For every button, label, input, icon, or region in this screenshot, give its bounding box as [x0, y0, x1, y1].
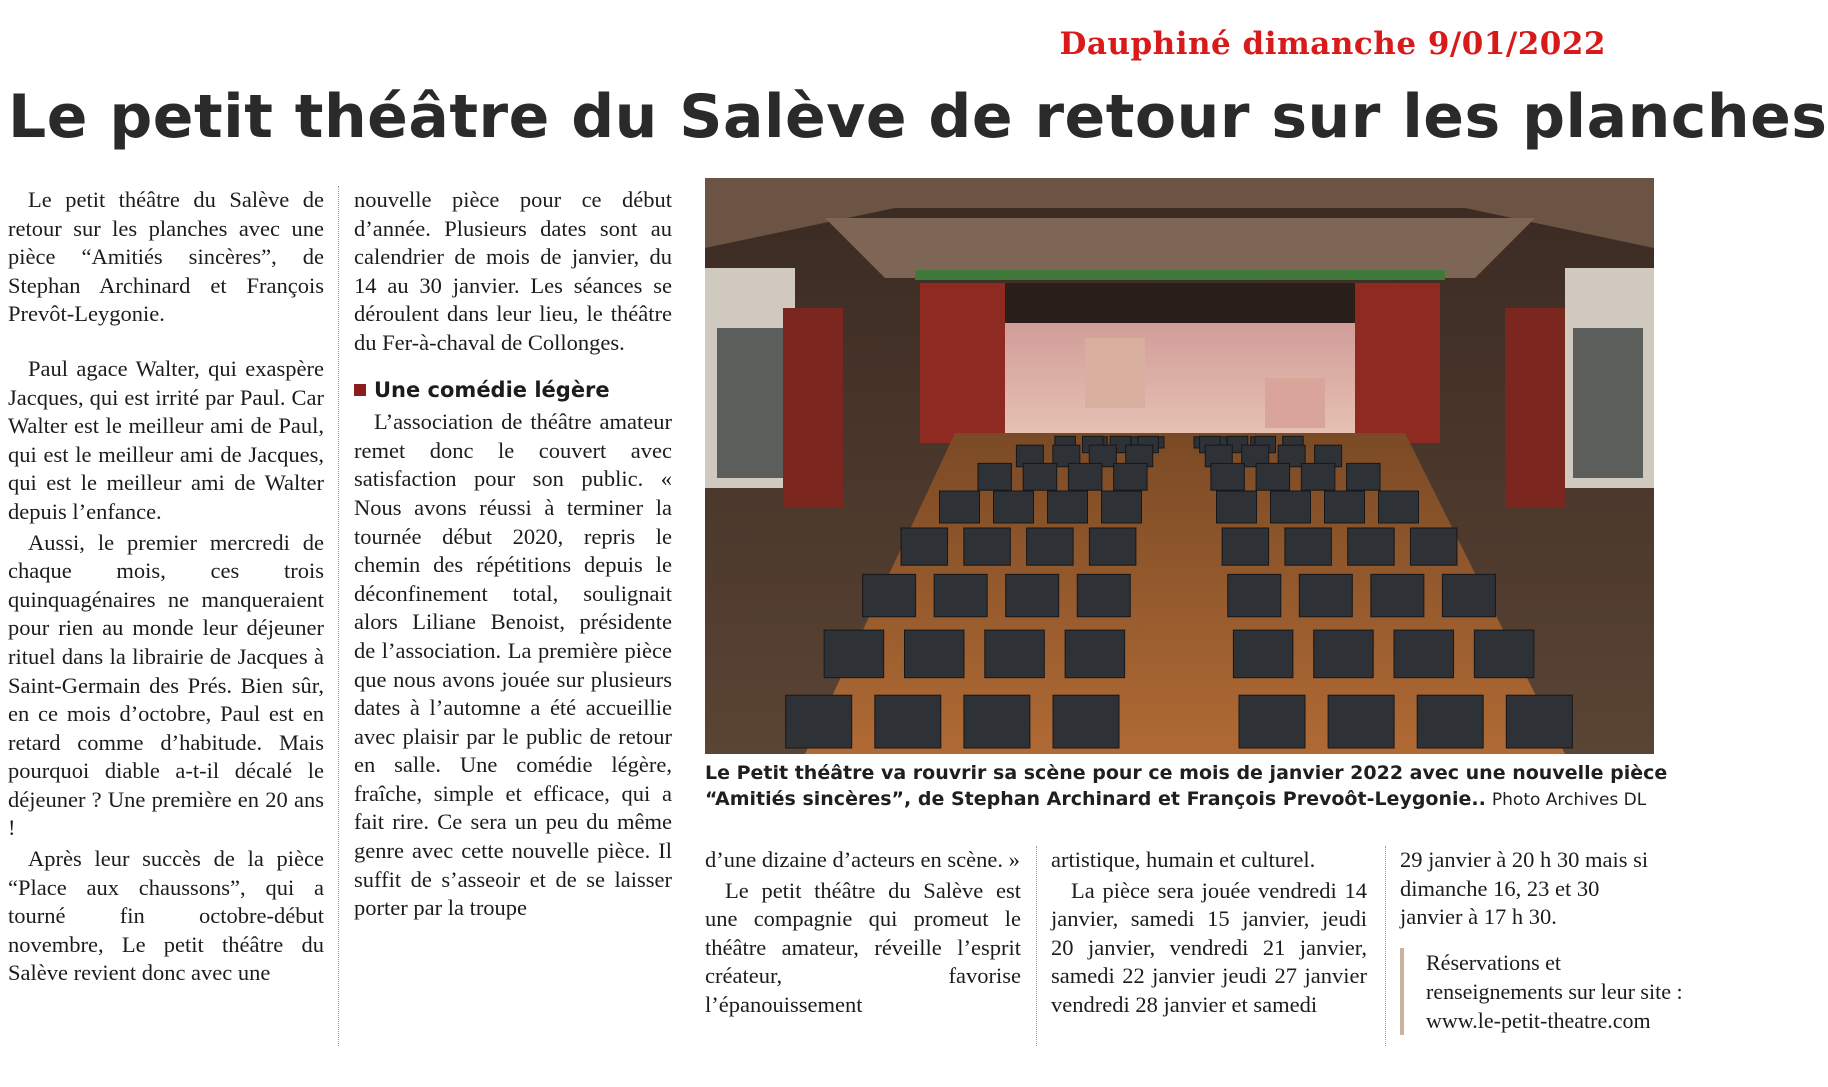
chair: [863, 574, 916, 616]
chair: [1089, 528, 1136, 565]
chair: [1114, 463, 1148, 490]
chair: [964, 528, 1011, 565]
chair: [1233, 630, 1293, 678]
paragraph: Le petit théâtre du Salève est une compagnie qui promeut le théâtre amateur, réveille l’esprit créateur, favorise l’épanouissement: [705, 877, 1021, 1017]
chair: [1328, 695, 1394, 748]
column-divider: [1385, 846, 1386, 1046]
chair: [1102, 491, 1142, 523]
chair: [1442, 574, 1495, 616]
subheading: [354, 376, 672, 405]
column-5: [1400, 846, 1660, 932]
photo-credit: Photo Archives DL: [1491, 790, 1647, 810]
chair: [1394, 630, 1454, 678]
chair: [1027, 528, 1074, 565]
chair: [1211, 463, 1245, 490]
paragraph: d’une dizaine d’acteurs en scène. »: [705, 847, 1020, 872]
paragraph: artistique, humain et culturel.: [1051, 847, 1316, 872]
chair: [964, 695, 1030, 748]
bullet-square-icon: [354, 384, 366, 396]
column-divider: [338, 186, 339, 1046]
column-2: [354, 186, 672, 923]
paragraph: nouvelle pièce pour ce début d’année. Plusieurs dates sont au calendrier de mois de janvier, du 14 au 30 janvier. Les séances se déroulent dans leur lieu, le théâtre du Fer-à-chaval de Collonges.: [354, 187, 672, 355]
paragraph: Le petit théâtre du Salève de retour sur les planches avec une pièce “Amitiés sincères”, de Stephan Archinard et François Prevôt-Leygonie.: [8, 187, 324, 327]
paragraph: Paul agace Walter, qui exaspère Jacques, qui est irrité par Paul. Car Walter est le meilleur ami de Paul, qui est le meilleur ami de Jacques, qui est le meilleur ami de Walter depuis l’enfance.: [8, 355, 324, 524]
chair: [904, 630, 964, 678]
chair: [1347, 463, 1381, 490]
chair: [985, 630, 1045, 678]
chair: [1053, 695, 1119, 748]
chair: [1314, 630, 1374, 678]
chair: [1271, 491, 1311, 523]
source-line: Dauphiné dimanche 9/01/2022: [1059, 26, 1606, 62]
chair: [1256, 463, 1290, 490]
chair: [1285, 528, 1332, 565]
chair: [786, 695, 852, 748]
chair: [1371, 574, 1424, 616]
chair: [994, 491, 1034, 523]
chair: [1299, 574, 1352, 616]
reservations-box: Réservations et renseignements sur leur site : www.le-petit-theatre.com: [1400, 948, 1686, 1035]
theatre-photo-illustration: [705, 178, 1654, 754]
chair: [1023, 463, 1057, 490]
chair: [1065, 630, 1125, 678]
chair: [1301, 463, 1335, 490]
chair: [1410, 528, 1457, 565]
chair: [1228, 574, 1281, 616]
column-3: [705, 846, 1021, 1020]
chair: [934, 574, 987, 616]
column-4: [1051, 846, 1367, 1020]
chair: [1068, 463, 1102, 490]
paragraph: L’association de théâtre amateur remet donc le couvert avec satisfaction pour son public. « Nous avons réussi à terminer la tournée début 2020, repris le chemin des répétitions depuis le déconfinement total, soulignait alors Liliane Benoist, présidente de l’association. La première pièce que nous avons jouée sur plusieurs dates à l’automne a été accueillie avec plaisir par le public de retour en salle. Une comédie légère, fraîche, simple et efficace, qui a fait rire. Ce sera un peu du même genre avec cette nouvelle pièce. Il suffit de s’asseoir et de se laisser porter par la troupe: [354, 409, 672, 921]
subheading-text: Une comédie légère: [374, 377, 610, 402]
chair: [824, 630, 884, 678]
column-1: [8, 186, 324, 988]
column-divider: [1036, 846, 1037, 1046]
paragraph: La pièce sera jouée vendredi 14 janvier, samedi 15 janvier, jeudi 20 janvier, vendredi 21 janvier, samedi 22 janvier jeudi 27 janvier vendredi 28 janvier et samedi: [1051, 877, 1367, 1017]
chair: [1379, 491, 1419, 523]
chair: [1048, 491, 1088, 523]
chair: [940, 491, 980, 523]
paragraph: 29 janvier à 20 h 30 mais si dimanche 16, 23 et 30 janvier à 17 h 30.: [1400, 847, 1649, 930]
chair: [1222, 528, 1269, 565]
paragraph: Aussi, le premier mercredi de chaque mois, ces trois quinquagénaires ne manqueraient pour rien au monde leur déjeuner rituel dans la librairie de Jacques à Saint-Germain des Prés. Bien sûr, en ce mois d’octobre, Paul est en retard comme d’habitude. Mais pourquoi diable a-t-il décalé le déjeuner ? Une première en 20 ans !: [8, 529, 324, 841]
chair: [978, 463, 1012, 490]
chair: [1217, 491, 1257, 523]
chair: [1239, 695, 1305, 748]
chair: [1474, 630, 1534, 678]
paragraph: Après leur succès de la pièce “Place aux chaussons”, qui a tourné fin octobre-début novembre, Le petit théâtre du Salève revient donc avec une: [8, 846, 324, 986]
theatre-photo: [705, 178, 1654, 754]
chair: [875, 695, 941, 748]
caption-line-1: Le Petit théâtre va rouvrir sa scène pour ce mois de janvier 2022 avec une nouvelle pièce: [705, 762, 1668, 784]
chair: [1417, 695, 1483, 748]
headline: Le petit théâtre du Salève de retour sur les planches: [8, 82, 1828, 152]
caption-line-2: “Amitiés sincères”, de Stephan Archinard et François Prevoôt-Leygonie..: [705, 788, 1486, 810]
chair: [1077, 574, 1130, 616]
chair: [1506, 695, 1572, 748]
chair: [901, 528, 948, 565]
chair: [1006, 574, 1059, 616]
chair: [1348, 528, 1395, 565]
chair: [1325, 491, 1365, 523]
photo-caption: [705, 760, 1668, 813]
